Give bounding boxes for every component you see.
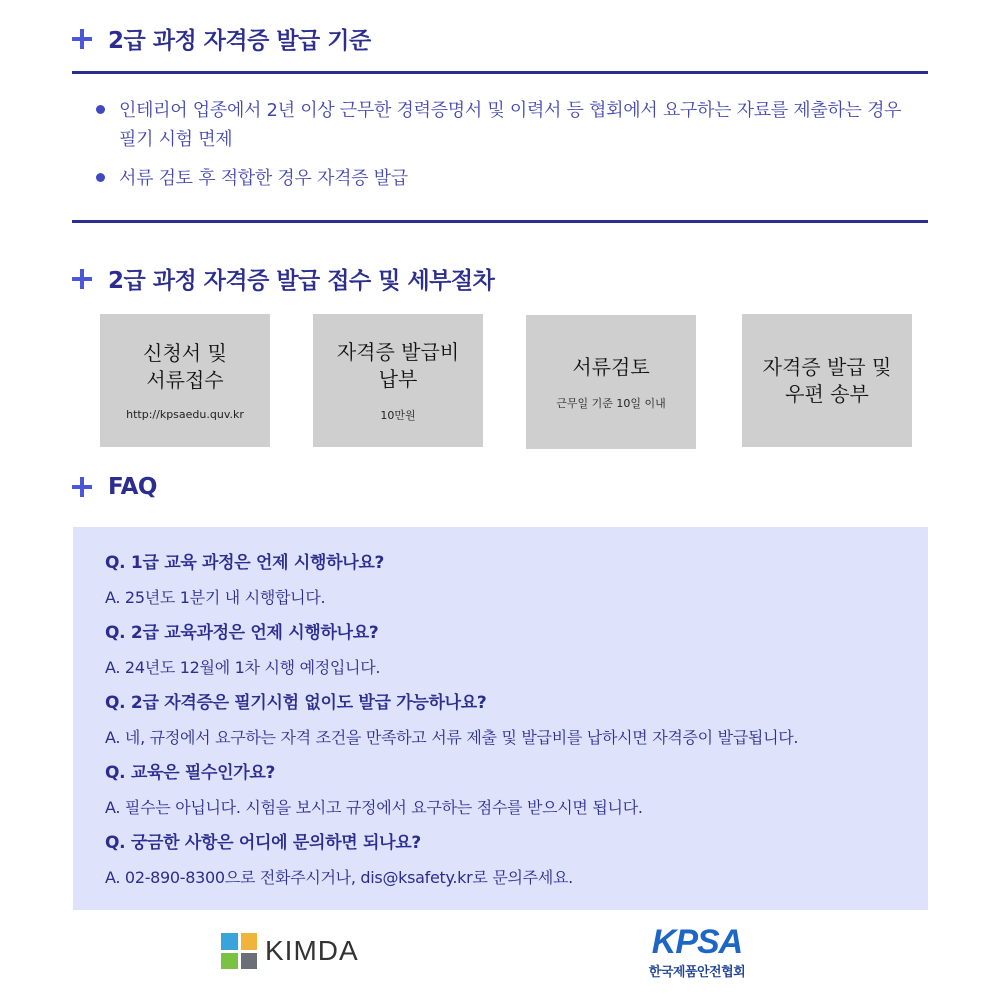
step-issue xyxy=(742,314,912,447)
section-title-text: 2급 과정 자격증 발급 접수 및 세부절차 xyxy=(108,268,495,294)
step-review xyxy=(526,315,696,449)
step-title: 신청서 및 서류접수 xyxy=(143,341,227,392)
faq-answer: A. 필수는 아닙니다. 시험을 보시고 규정에서 요구하는 점수를 받으시면 됩니다. xyxy=(105,798,643,817)
criteria-list xyxy=(96,96,916,203)
section-title-procedure xyxy=(72,262,494,295)
faq-box xyxy=(73,527,928,910)
list-item xyxy=(96,96,916,154)
step-subtext: 10만원 xyxy=(380,408,416,422)
step-title: 서류검토 xyxy=(572,354,650,379)
plus-icon xyxy=(72,28,94,50)
kpsa-logo xyxy=(632,925,762,980)
kimda-logo-text: KIMDA xyxy=(265,935,359,966)
section-title-faq xyxy=(72,474,157,500)
kpsa-logo-text: KPSA xyxy=(651,923,743,961)
faq-answer: A. 24년도 12월에 1차 시행 예정입니다. xyxy=(105,658,381,677)
kpsa-logo-subtext: 한국제품안전협회 xyxy=(648,965,746,980)
faq-question: Q. 2급 자격증은 필기시험 없이도 발급 가능하나요? xyxy=(105,693,487,713)
faq-answer: A. 25년도 1분기 내 시행합니다. xyxy=(105,588,326,607)
list-item-text: 서류 검토 후 적합한 경우 자격증 발급 xyxy=(119,168,408,189)
faq-answer: A. 네, 규정에서 요구하는 자격 조건을 만족하고 서류 제출 및 발급비를 납하시면 자격증이 발급됩니다. xyxy=(105,728,799,747)
step-title: 자격증 발급비 납부 xyxy=(336,339,460,391)
section-title-text: FAQ xyxy=(108,474,157,500)
step-subtext: http://kpsaedu.quv.kr xyxy=(126,408,244,421)
plus-icon xyxy=(72,476,94,498)
faq-question: Q. 교육은 필수인가요? xyxy=(105,763,276,783)
faq-question: Q. 2급 교육과정은 언제 시행하나요? xyxy=(105,623,379,643)
faq-question: Q. 1급 교육 과정은 언제 시행하나요? xyxy=(105,553,385,573)
divider xyxy=(72,220,928,223)
step-application xyxy=(100,314,270,447)
faq-answer: A. 02-890-8300으로 전화주시거나, dis@ksafety.kr로 문의주세요. xyxy=(105,868,573,887)
bullet-dot-icon xyxy=(96,105,105,114)
step-title: 자격증 발급 및 우편 송부 xyxy=(762,354,892,406)
divider xyxy=(72,71,928,74)
kimda-logo xyxy=(221,933,359,969)
faq-question: Q. 궁금한 사항은 어디에 문의하면 되나요? xyxy=(105,833,421,853)
list-item xyxy=(96,164,916,193)
step-subtext: 근무일 기준 10일 이내 xyxy=(556,396,666,410)
list-item-text: 인테리어 업종에서 2년 이상 근무한 경력증명서 및 이력서 등 협회에서 요구하는 자료를 제출하는 경우 필기 시험 면제 xyxy=(119,100,902,150)
section-title-text: 2급 과정 자격증 발급 기준 xyxy=(108,28,371,54)
step-payment xyxy=(313,314,483,447)
kimda-mark-icon xyxy=(221,933,257,969)
plus-icon xyxy=(72,268,94,290)
section-title-criteria xyxy=(72,22,371,55)
bullet-dot-icon xyxy=(96,173,105,182)
